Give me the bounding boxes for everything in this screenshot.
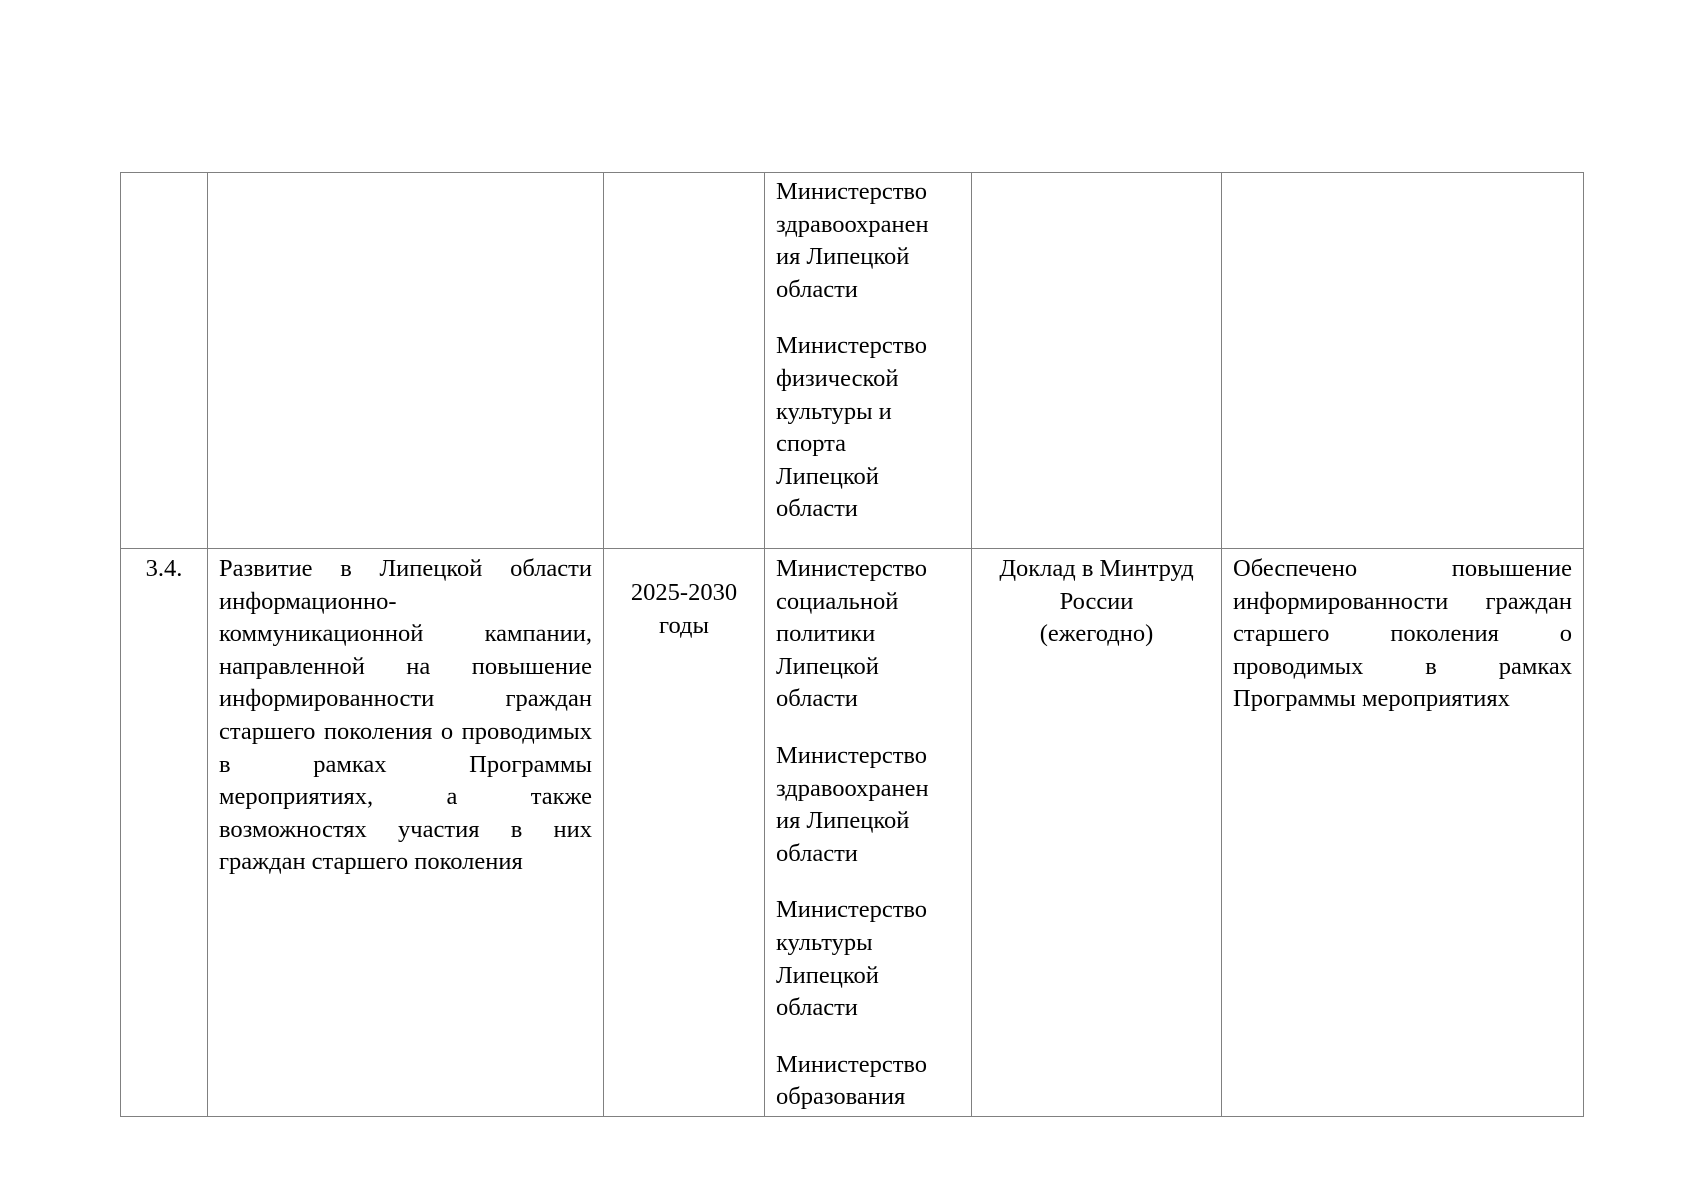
executor-health-ministry [776, 740, 967, 870]
document-table [120, 172, 1584, 1117]
report-line: (ежегодно) [1039, 620, 1154, 648]
table-row-3-4 [121, 549, 1584, 1117]
cell-name [208, 173, 604, 549]
executor-line: спорта [776, 430, 847, 458]
report-line: Доклад в Минтруд [999, 555, 1194, 582]
executor-line: образования [776, 1083, 906, 1111]
executor-education-ministry [776, 1049, 967, 1114]
executor-line: культуры и [776, 397, 892, 425]
cell-report-form [972, 173, 1222, 549]
executor-line: политики [776, 620, 876, 648]
executor-line: Липецкой [776, 462, 879, 490]
cell-result [1222, 173, 1584, 549]
executor-line: Липецкой [776, 652, 879, 680]
executor-line: области [776, 685, 858, 713]
cell-number: 3.4. [121, 549, 208, 1117]
executor-line: Министерство [776, 1050, 928, 1078]
cell-term [604, 549, 765, 1117]
executor-culture-ministry [776, 894, 967, 1024]
executor-line: области [776, 275, 858, 303]
executor-line: социальной [776, 587, 899, 615]
executor-line: Министерство [776, 178, 928, 205]
cell-executors [765, 549, 972, 1117]
executor-line: Министерство [776, 896, 928, 924]
executor-line: Министерство [776, 555, 928, 582]
executor-line: Министерство [776, 332, 928, 360]
report-line: России [1059, 587, 1134, 615]
executor-line: области [776, 495, 858, 523]
cell-report-form [972, 549, 1222, 1117]
executor-sport-ministry [776, 330, 967, 526]
executor-line: Липецкой [776, 961, 879, 989]
table-row-continuation [121, 173, 1584, 549]
cell-number [121, 173, 208, 549]
cell-result: Обеспечено повышение информированности граждан старшего поколения о проводимых в рамках Программы мероприятиях [1222, 549, 1584, 1117]
cell-term [604, 173, 765, 549]
executor-line: культуры [776, 928, 873, 956]
term-block [615, 577, 753, 642]
executor-line: области [776, 839, 858, 867]
executor-line: ия Липецкой [776, 243, 910, 271]
executor-line: здравоохранен [776, 774, 929, 802]
term-years: 2025-2030 [630, 579, 738, 606]
term-unit: годы [659, 611, 709, 639]
executor-line: здравоохранен [776, 210, 929, 238]
cell-name: Развитие в Липецкой области информационно-коммуникационной кампании, направленной на повышение информированности граждан старшего поколения о проводимых в рамках Программы мероприятиях, а также возможностях участия в них граждан старшего поколения [208, 549, 604, 1117]
executor-line: ия Липецкой [776, 807, 910, 835]
executor-line: физической [776, 364, 899, 392]
executor-line: Министерство [776, 741, 928, 769]
executor-line: области [776, 994, 858, 1022]
cell-executors [765, 173, 972, 549]
executor-health-ministry [776, 176, 967, 306]
executor-social-ministry [776, 553, 967, 716]
